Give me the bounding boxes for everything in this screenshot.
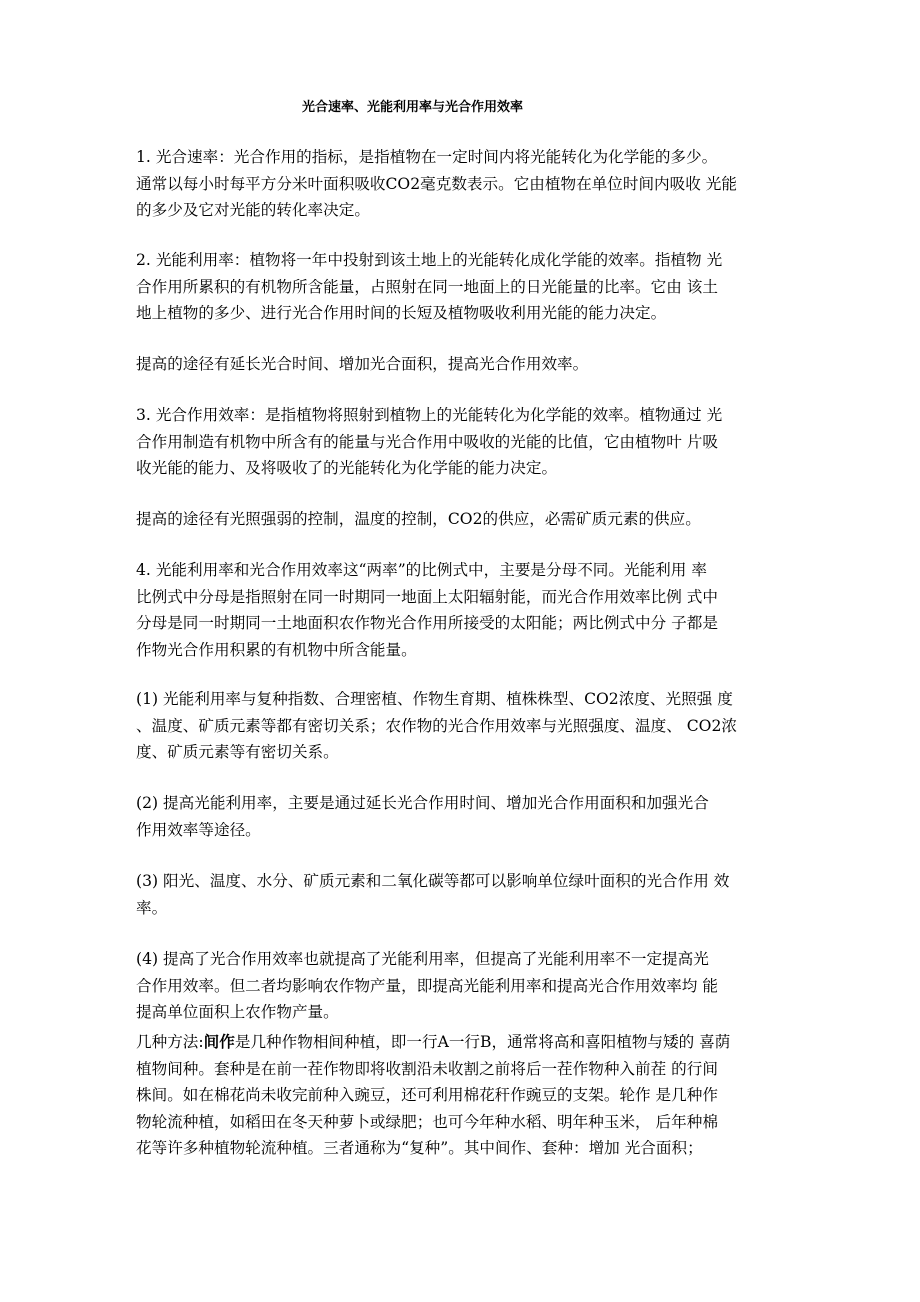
text-line: 地上植物的多少、进行光合作用时间的长短及植物吸收利用光能的能力决定。 xyxy=(136,304,667,322)
paragraph-photosynthesis-rate xyxy=(136,144,796,224)
paragraph-item-1 xyxy=(136,686,796,766)
paragraph-photosynthesis-efficiency xyxy=(136,402,796,482)
paragraph-light-utilization xyxy=(136,247,796,327)
text-line: 1. 光合速率：光合作用的指标，是指植物在一定时间内将光能转化为化学能的多少。 xyxy=(136,148,718,166)
paragraph-item-2 xyxy=(136,790,796,843)
text-line: 4. 光能利用率和光合作用效率这“两率”的比例式中，主要是分母不同。光能利用 率 xyxy=(136,561,707,579)
text-line: (3) 阳光、温度、水分、矿质元素和二氧化碳等都可以影响单位绿叶面积的光合作用 效 xyxy=(136,872,730,890)
paragraph-item-4 xyxy=(136,946,796,1026)
text-line: 合作用制造有机物中所含有的能量与光合作用中吸收的光能的比值，它由植物叶 片吸 xyxy=(136,432,718,451)
text-line: 提高的途径有光照强弱的控制，温度的控制，CO2的供应，必需矿质元素的供应。 xyxy=(136,510,701,528)
text-line: 的多少及它对光能的转化率决定。 xyxy=(136,201,370,219)
document-title: 光合速率、光能利用率与光合作用效率 xyxy=(302,100,524,115)
text-line: (1) 光能利用率与复种指数、合理密植、作物生育期、植株株型、CO2浓度、光照强 度 xyxy=(136,690,733,708)
text-line: 作用效率等途径。 xyxy=(136,820,261,839)
paragraph-item-3 xyxy=(136,868,796,921)
text-line: 提高单位面积上农作物产量。 xyxy=(136,1003,339,1021)
text-line: 2. 光能利用率：植物将一年中投射到该土地上的光能转化成化学能的效率。指植物 光 xyxy=(136,251,723,269)
paragraph-two-rates xyxy=(136,557,796,663)
text-line: 、温度、矿质元素等都有密切关系；农作物的光合作用效率与光照强度、温度、 CO2浓 xyxy=(136,716,737,735)
paragraph-improve-ways-2 xyxy=(136,506,796,533)
text-line: 率。 xyxy=(136,898,168,917)
text-line: 物轮流种植，如稻田在冬天种萝卜或绿肥；也可今年种水稻、明年种玉米， 后年种棉 xyxy=(136,1112,718,1131)
text-line: 比例式中分母是指照射在同一时期同一地面上太阳辐射能，而光合作用效率比例 式中 xyxy=(136,587,718,606)
paragraph-methods xyxy=(136,1029,796,1162)
methods-first-line: 是几种作物相间种植，即一行A一行B，通常将高和喜阳植物与矮的 喜荫 xyxy=(234,1033,731,1051)
text-line: 作物光合作用积累的有机物中所含能量。 xyxy=(136,640,417,659)
text-line: 通常以每小时每平方分米叶面积吸收CO2毫克数表示。它由植物在单位时间内吸收 光能 xyxy=(136,174,737,193)
methods-bold-term: 间作 xyxy=(203,1032,235,1051)
text-line: 合作用效率。但二者均影响农作物产量，即提高光能利用率和提高光合作用效率均 能 xyxy=(136,976,718,995)
text-line: 株间。如在棉花尚未收完前种入豌豆，还可利用棉花秆作豌豆的支架。轮作 是几种作 xyxy=(136,1086,718,1104)
text-line: (4) 提高了光合作用效率也就提高了光能利用率，但提高了光能利用率不一定提高光 xyxy=(136,950,709,968)
paragraph-improve-ways-1 xyxy=(136,351,796,378)
text-line: 植物间种。套种是在前一茬作物即将收割沿未收割之前将后一茬作物种入前茬 的行间 xyxy=(136,1059,718,1078)
text-line xyxy=(136,1029,796,1056)
methods-prefix: 几种方法: xyxy=(136,1033,204,1051)
text-line: 合作用所累积的有机物所含能量，占照射在同一地面上的日光能量的比率。它由 该土 xyxy=(136,277,718,296)
text-line: 分母是同一时期同一土地面积农作物光合作用所接受的太阳能；两比例式中分 子都是 xyxy=(136,614,718,632)
text-line: (2) 提高光能利用率，主要是通过延长光合作用时间、增加光合作用面积和加强光合 xyxy=(136,794,709,812)
text-line: 度、矿质元素等有密切关系。 xyxy=(136,743,339,761)
text-line: 提高的途径有延长光合时间、增加光合面积，提高光合作用效率。 xyxy=(136,355,589,373)
text-line: 花等许多种植物轮流种植。三者通称为“复种”。其中间作、套种：增加 光合面积； xyxy=(136,1139,703,1157)
text-line: 3. 光合作用效率：是指植物将照射到植物上的光能转化为化学能的效率。植物通过 光 xyxy=(136,406,723,424)
text-line: 收光能的能力、及将吸收了的光能转化为化学能的能力决定。 xyxy=(136,459,558,477)
